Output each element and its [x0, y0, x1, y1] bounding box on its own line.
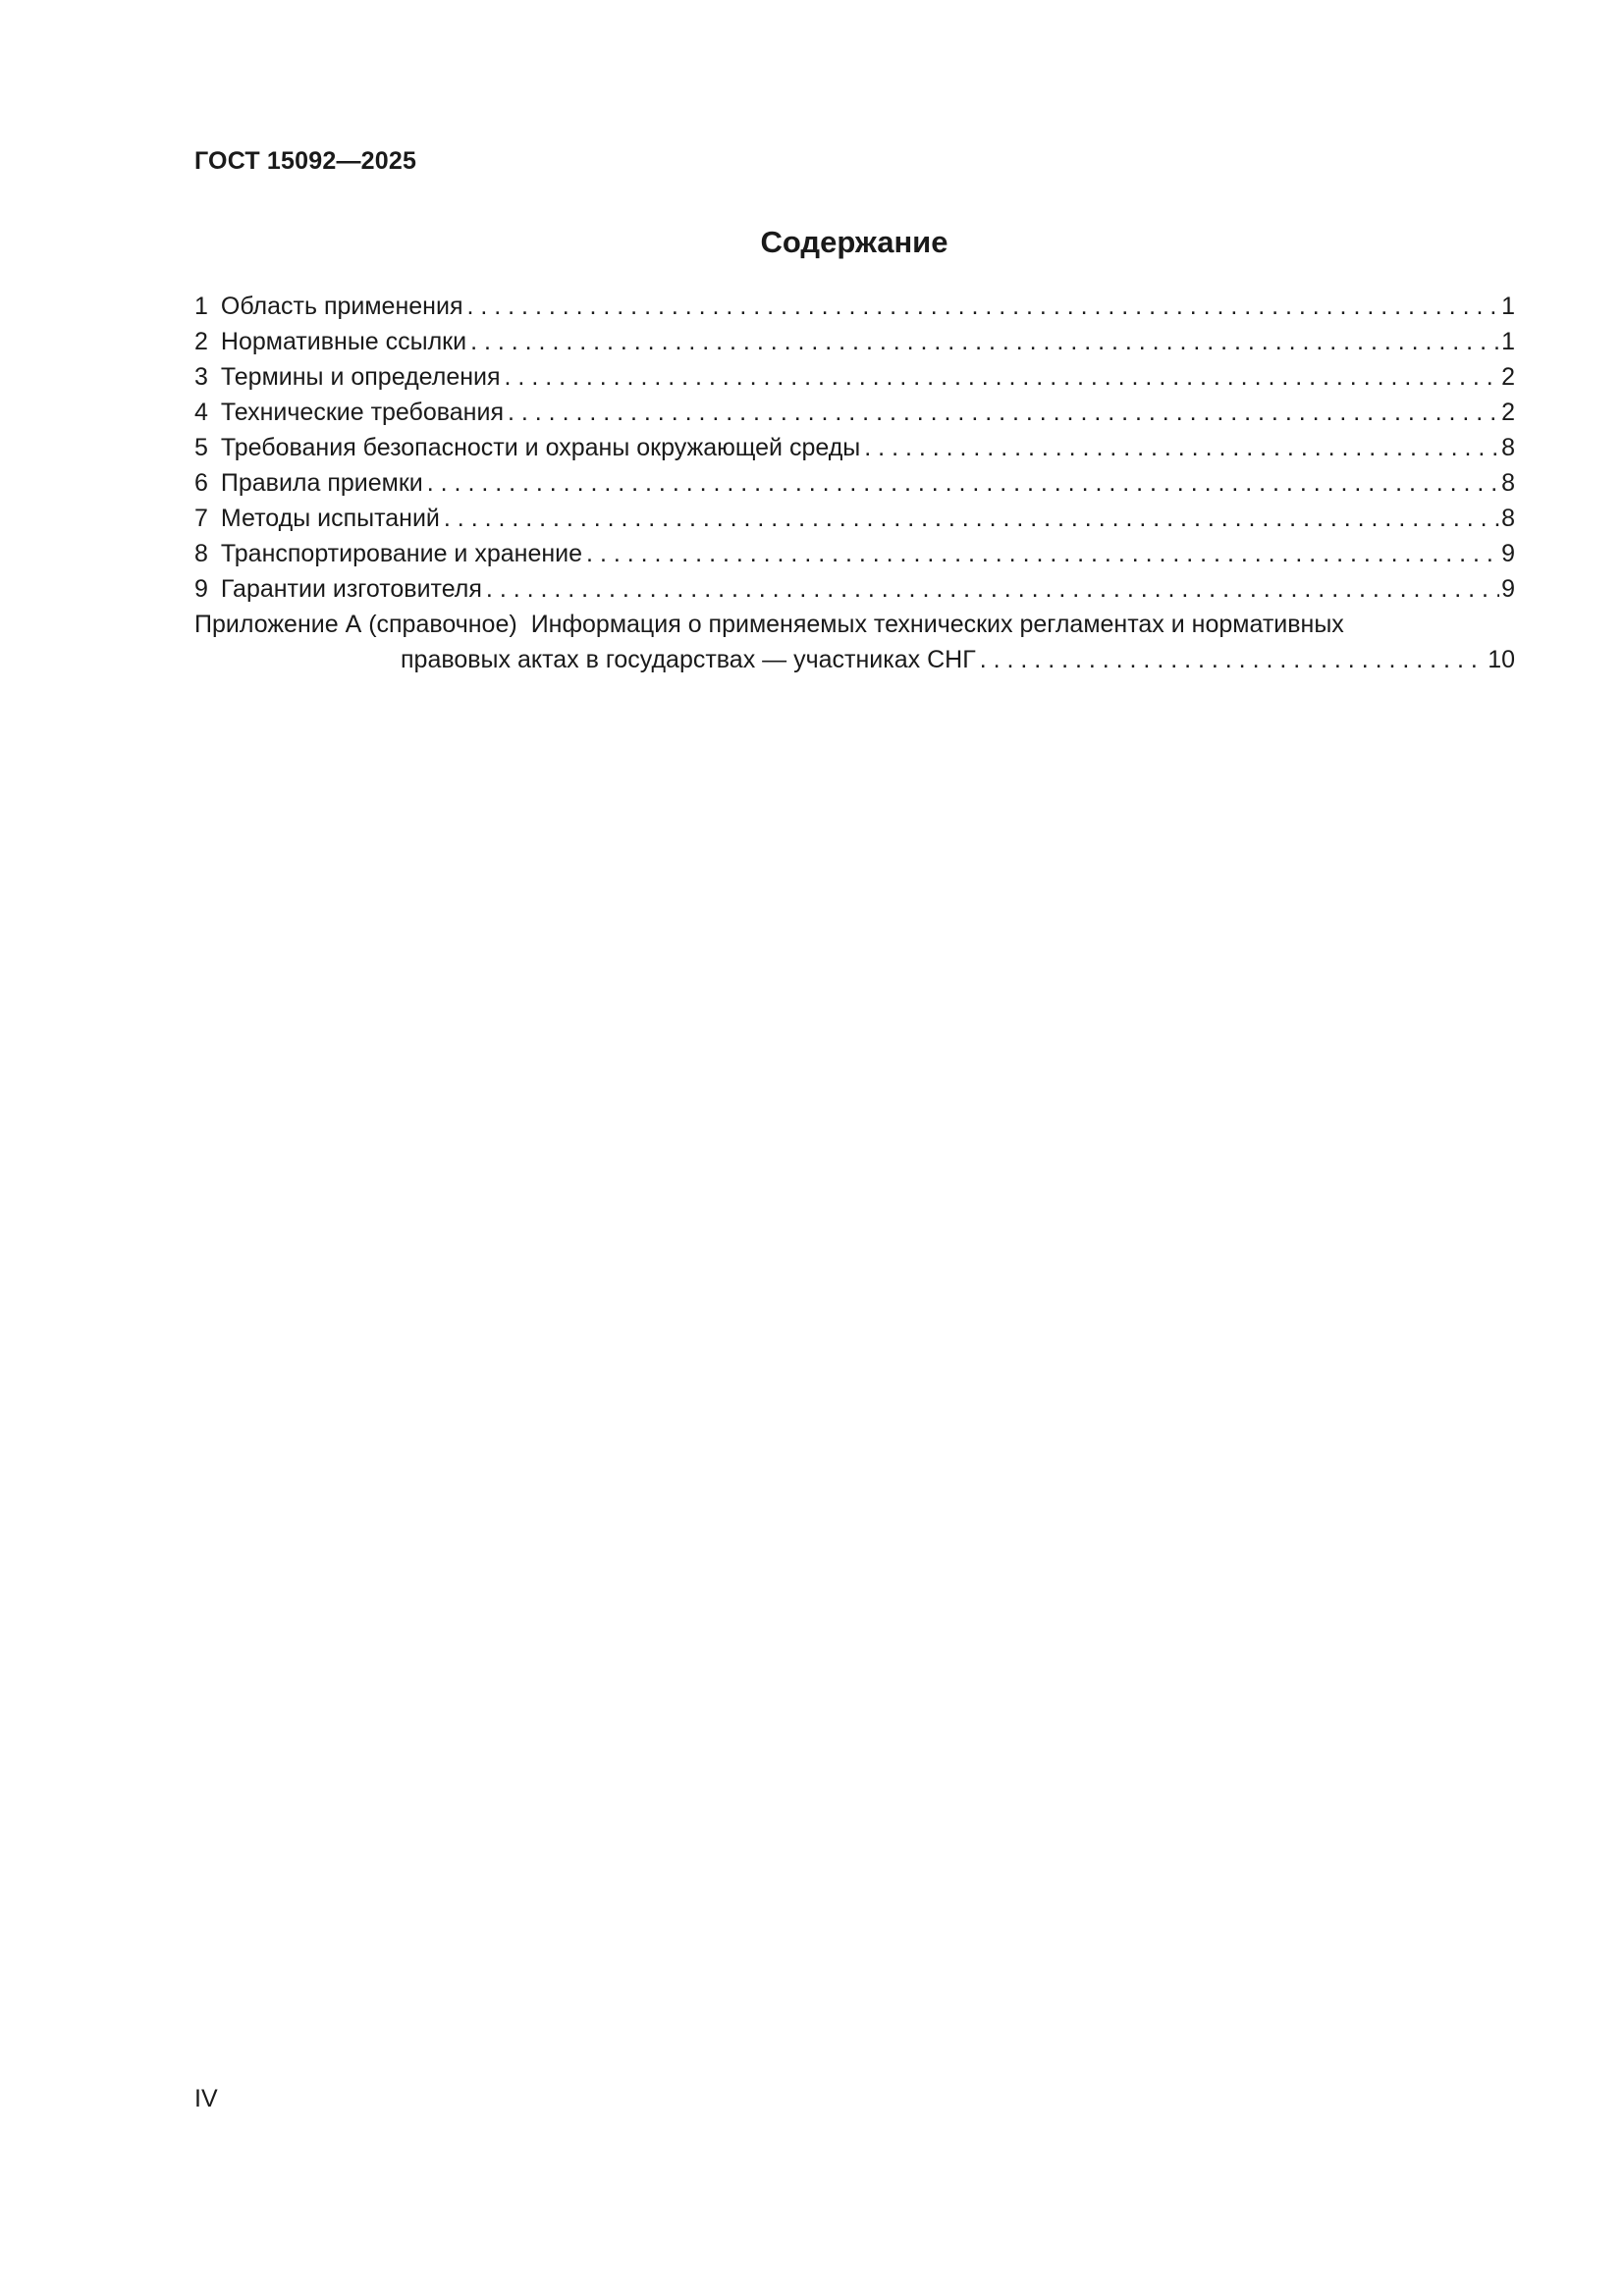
- toc-entry-page: 9: [1501, 575, 1515, 603]
- toc-entry[interactable]: [194, 395, 1515, 430]
- toc-entry-number: 5: [194, 434, 208, 461]
- toc-entry-page: 1: [1501, 293, 1515, 320]
- appendix-title-line2: правовых актах в государствах — участниках СНГ: [401, 646, 976, 673]
- toc-entry[interactable]: [194, 430, 1515, 465]
- toc-entry-title: Область применения: [220, 293, 463, 320]
- toc-entry-number: 6: [194, 469, 208, 497]
- toc-entry[interactable]: [194, 571, 1515, 607]
- toc-entry-page: 8: [1501, 469, 1515, 497]
- toc-entry[interactable]: [194, 289, 1515, 324]
- toc-entry-page: 8: [1501, 434, 1515, 461]
- toc-entry-page: 1: [1501, 328, 1515, 355]
- appendix-label: Приложение А (справочное): [194, 611, 517, 638]
- toc-entry-number: 4: [194, 399, 208, 426]
- appendix-title-line1: Информация о применяемых технических регламентах и нормативных: [530, 611, 1344, 638]
- dot-leader: [976, 642, 1486, 677]
- dot-leader: [462, 289, 1499, 324]
- toc-entry-title: Методы испытаний: [220, 505, 440, 532]
- toc-entry-number: 2: [194, 328, 208, 355]
- page-number: IV: [194, 2085, 218, 2112]
- toc-entry-page: 8: [1501, 505, 1515, 532]
- toc-entry-number: 3: [194, 363, 208, 391]
- dot-leader: [860, 430, 1499, 465]
- toc-entry-title: Транспортирование и хранение: [220, 540, 583, 567]
- toc-title: Содержание: [760, 225, 948, 259]
- toc-entry-title: Гарантии изготовителя: [220, 575, 482, 603]
- toc-entry-number: 9: [194, 575, 208, 603]
- toc-entry[interactable]: [194, 465, 1515, 501]
- toc-appendix-entry[interactable]: [194, 607, 1515, 642]
- toc-entry[interactable]: [194, 536, 1515, 571]
- toc-entry-title: Термины и определения: [220, 363, 501, 391]
- toc-entry-title: Правила приемки: [220, 469, 423, 497]
- table-of-contents: [194, 289, 1515, 677]
- toc-entry-number: 1: [194, 293, 208, 320]
- toc-entry-page: 10: [1488, 646, 1515, 673]
- dot-leader: [582, 536, 1499, 571]
- toc-entry-page: 2: [1501, 363, 1515, 391]
- dot-leader: [440, 501, 1499, 536]
- toc-entry-number: 7: [194, 505, 208, 532]
- toc-entry-number: 8: [194, 540, 208, 567]
- dot-leader: [504, 395, 1499, 430]
- document-code: ГОСТ 15092—2025: [194, 147, 417, 175]
- toc-entry[interactable]: [194, 359, 1515, 395]
- toc-entry-page: 9: [1501, 540, 1515, 567]
- toc-entry-title: Технические требования: [220, 399, 504, 426]
- toc-appendix-continuation[interactable]: [194, 642, 1515, 677]
- dot-leader: [466, 324, 1499, 359]
- dot-leader: [423, 465, 1499, 501]
- toc-entry-page: 2: [1501, 399, 1515, 426]
- toc-entry-title: Нормативные ссылки: [220, 328, 467, 355]
- toc-entry-title: Требования безопасности и охраны окружающей среды: [220, 434, 861, 461]
- toc-entry[interactable]: [194, 501, 1515, 536]
- dot-leader: [482, 571, 1499, 607]
- dot-leader: [501, 359, 1500, 395]
- toc-entry[interactable]: [194, 324, 1515, 359]
